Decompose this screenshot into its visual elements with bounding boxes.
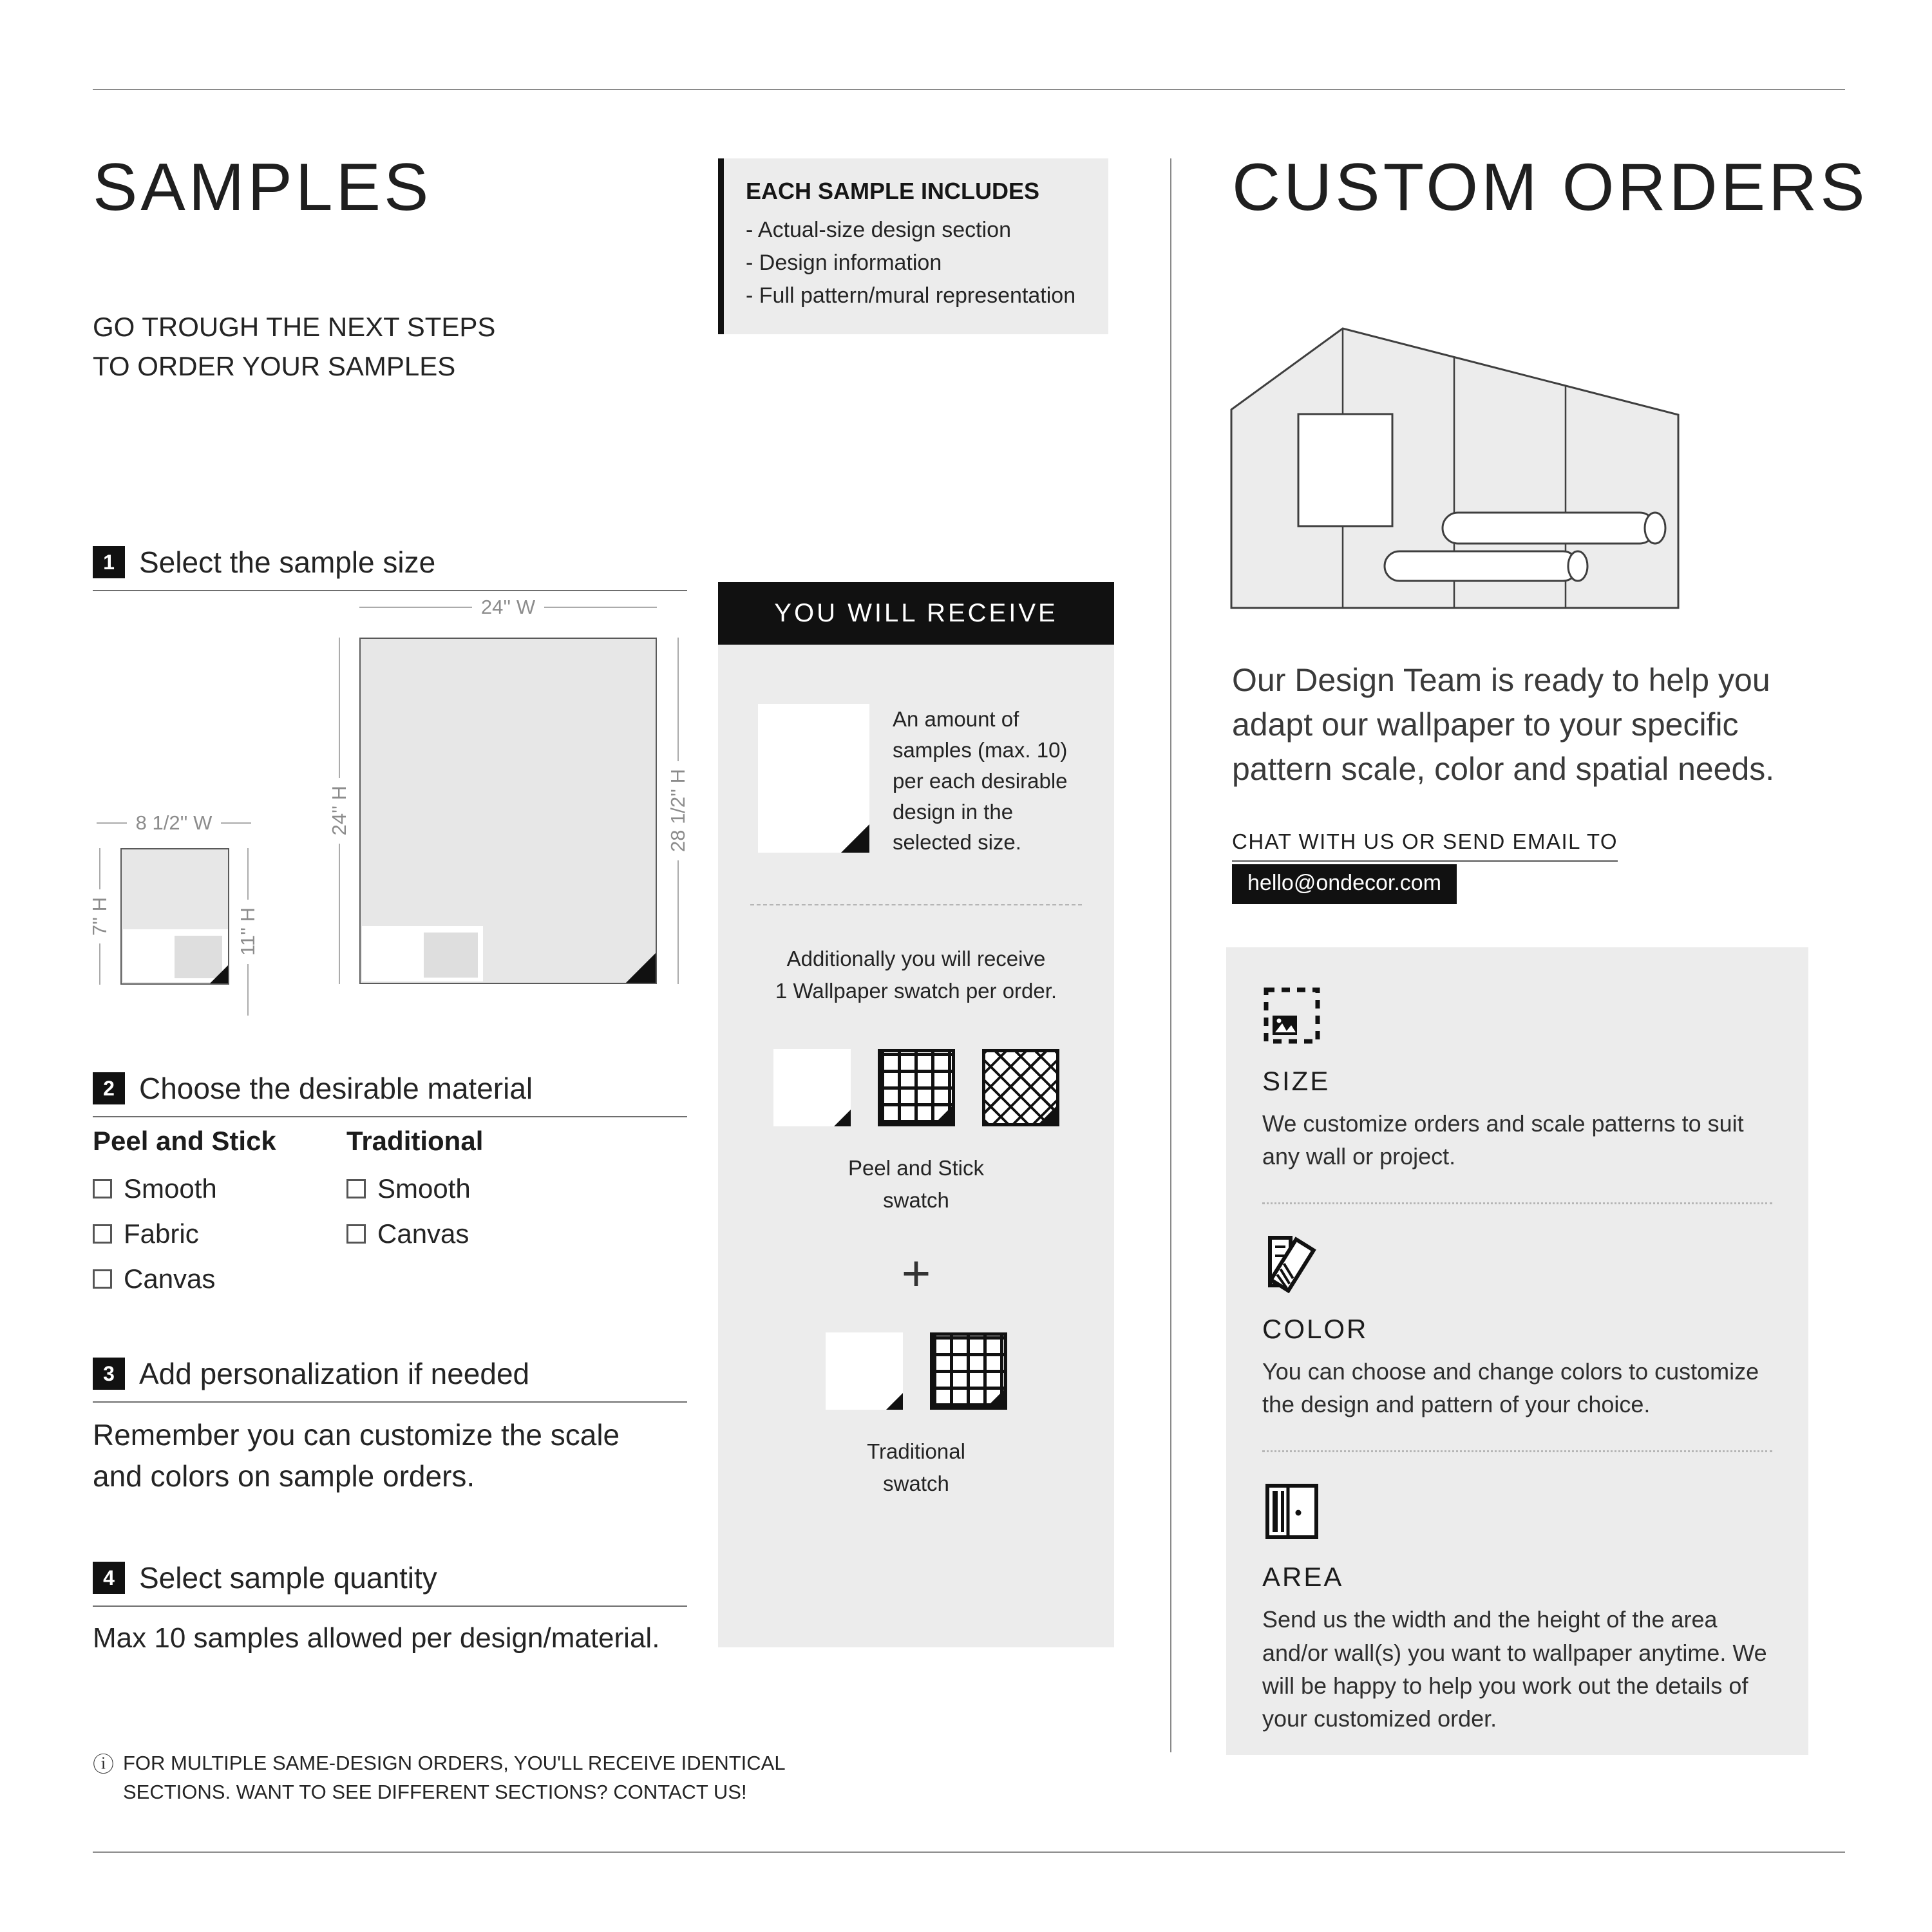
folded-corner-icon <box>1039 1106 1056 1123</box>
feature-area-text: Send us the width and the height of the area and/or wall(s) you want to wallpaper anytime. We will be happy to help you work out the details of your customized order. <box>1262 1606 1767 1732</box>
step2-header <box>93 1071 687 1117</box>
dashed-separator <box>750 904 1082 905</box>
receive-header: YOU WILL RECEIVE <box>718 582 1114 645</box>
includes-item: - Actual-size design section <box>746 218 1011 242</box>
step3-text: Remember you can customize the scale and colors on sample orders. <box>93 1418 620 1493</box>
feature-area-title: AREA <box>1262 1562 1344 1593</box>
includes-item: - Design information <box>746 251 942 275</box>
bottom-divider <box>93 1852 1845 1853</box>
step4-header <box>93 1560 687 1607</box>
crosshatch-swatch-icon <box>982 1049 1059 1126</box>
additional-text-line2: 1 Wallpaper swatch per order. <box>775 978 1057 1003</box>
footnote-text: FOR MULTIPLE SAME-DESIGN ORDERS, YOU'LL RECEIVE IDENTICAL SECTIONS. WANT TO SEE DIFFERENT SECTIONS? CONTACT US! <box>123 1752 785 1803</box>
area-door-icon <box>1262 1482 1772 1541</box>
checkbox-peel-smooth[interactable] <box>93 1179 112 1198</box>
includes-title: EACH SAMPLE INCLUDES <box>746 178 1040 204</box>
folded-corner-icon <box>841 824 869 853</box>
traditional-title: Traditional <box>346 1126 484 1156</box>
grid-swatch-icon <box>930 1332 1007 1410</box>
large-sample-full-height-label: 28 1/2'' H <box>667 769 689 853</box>
traditional-column <box>346 1126 483 1249</box>
small-sample-height-label: 7'' H <box>88 896 111 936</box>
step1-number-badge: 1 <box>93 546 125 578</box>
sample-page-icon <box>758 704 869 853</box>
info-icon: ⓘ <box>93 1752 114 1776</box>
small-sample-full-height-dimension <box>234 848 261 1016</box>
feature-area <box>1262 1482 1772 1734</box>
checkbox-peel-canvas[interactable] <box>93 1269 112 1289</box>
folded-corner-icon <box>935 1106 952 1123</box>
traditional-swatch-label-line1: Traditional <box>867 1439 965 1464</box>
large-sample-full-height-dimension <box>665 638 692 984</box>
peel-swatch-row <box>718 1049 1114 1126</box>
step3-number-badge: 3 <box>93 1358 125 1390</box>
dotted-separator <box>1262 1450 1772 1452</box>
checkbox-peel-fabric[interactable] <box>93 1224 112 1244</box>
chat-label: CHAT WITH US OR SEND EMAIL TO <box>1232 829 1618 862</box>
material-option-row <box>93 1264 276 1294</box>
custom-orders-title: CUSTOM ORDERS <box>1232 150 1868 225</box>
feature-color <box>1262 1234 1772 1421</box>
dotted-separator <box>1262 1202 1772 1204</box>
step3-header <box>93 1356 687 1403</box>
samples-intro <box>93 308 495 386</box>
option-label: Fabric <box>124 1218 199 1249</box>
checkbox-traditional-canvas[interactable] <box>346 1224 366 1244</box>
blank-swatch-icon <box>826 1332 903 1410</box>
step4-text: Max 10 samples allowed per design/material. <box>93 1622 660 1654</box>
sample-size-diagram <box>77 592 728 1056</box>
small-sample-width-dimension <box>97 811 251 835</box>
small-sample-rectangle <box>120 848 229 985</box>
folded-corner-icon <box>210 965 228 983</box>
material-option-row <box>93 1218 276 1249</box>
color-swatches-icon <box>1262 1234 1772 1293</box>
small-sample-full-height-label: 11'' H <box>236 907 259 956</box>
each-sample-includes-box <box>718 158 1108 334</box>
you-will-receive-panel <box>718 582 1114 1647</box>
feature-size-text: We customize orders and scale patterns to suit any wall or project. <box>1262 1110 1744 1170</box>
grid-swatch-icon <box>878 1049 955 1126</box>
feature-color-title: COLOR <box>1262 1314 1368 1345</box>
samples-title: SAMPLES <box>93 150 432 225</box>
step2-label: Choose the desirable material <box>139 1072 533 1105</box>
large-sample-rectangle <box>359 638 657 984</box>
email-link[interactable]: hello@ondecor.com <box>1232 864 1457 904</box>
small-sample-height-dimension-left <box>86 848 113 985</box>
large-sample-height-label: 24'' H <box>328 786 350 836</box>
material-option-row <box>93 1173 276 1204</box>
option-label: Smooth <box>377 1173 471 1204</box>
chat-label-wrap <box>1232 829 1618 862</box>
step3-label: Add personalization if needed <box>139 1357 530 1390</box>
size-crop-icon <box>1262 986 1772 1045</box>
checkbox-traditional-smooth[interactable] <box>346 1179 366 1198</box>
column-divider <box>1170 158 1171 1752</box>
small-sample-width-label: 8 1/2'' W <box>135 811 213 834</box>
traditional-swatch-label-line2: swatch <box>883 1471 949 1495</box>
additional-text-line1: Additionally you will receive <box>786 947 1046 971</box>
feature-size <box>1262 986 1772 1173</box>
folded-corner-icon <box>626 953 656 983</box>
footnote <box>93 1749 885 1807</box>
folded-corner-icon <box>886 1393 903 1410</box>
peel-and-stick-title: Peel and Stick <box>93 1126 276 1156</box>
large-sample-height-dimension-left <box>326 638 353 984</box>
option-label: Canvas <box>124 1264 216 1294</box>
top-divider <box>93 89 1845 90</box>
samples-amount-text: An amount of samples (max. 10) per each desirable design in the selected size. <box>893 707 1068 855</box>
peel-swatch-label <box>718 1152 1114 1216</box>
material-option-row <box>346 1173 483 1204</box>
large-sample-width-dimension <box>359 596 657 619</box>
plus-sign: + <box>901 1245 931 1302</box>
materials-section <box>93 1126 687 1332</box>
custom-features-panel <box>1226 947 1808 1755</box>
step1-label: Select the sample size <box>139 545 436 579</box>
feature-color-text: You can choose and change colors to customize the design and pattern of your choice. <box>1262 1358 1759 1418</box>
folded-corner-icon <box>987 1390 1004 1406</box>
feature-size-title: SIZE <box>1262 1066 1331 1096</box>
large-sample-inset-swatch <box>424 933 478 978</box>
traditional-swatch-row <box>718 1332 1114 1410</box>
option-label: Smooth <box>124 1173 217 1204</box>
peel-swatch-label-line2: swatch <box>883 1188 949 1212</box>
step4-label: Select sample quantity <box>139 1561 437 1595</box>
large-sample-width-label: 24'' W <box>480 596 536 618</box>
samples-intro-line2: TO ORDER YOUR SAMPLES <box>93 350 456 381</box>
traditional-swatch-label <box>718 1435 1114 1499</box>
option-label: Canvas <box>377 1218 469 1249</box>
includes-item: - Full pattern/mural representation <box>746 283 1076 308</box>
peel-swatch-label-line1: Peel and Stick <box>848 1156 984 1180</box>
step2-number-badge: 2 <box>93 1072 125 1104</box>
step1-header <box>93 545 687 591</box>
peel-and-stick-column <box>93 1126 276 1294</box>
additional-text <box>718 943 1114 1007</box>
folded-corner-icon <box>834 1110 851 1126</box>
custom-orders-paragraph: Our Design Team is ready to help you adapt our wallpaper to your specific pattern scale, color and spatial needs. <box>1232 662 1775 787</box>
samples-intro-line1: GO TROUGH THE NEXT STEPS <box>93 312 496 342</box>
wallpaper-room-illustration <box>1230 327 1681 611</box>
step4-number-badge: 4 <box>93 1562 125 1594</box>
email-badge-wrap <box>1232 864 1457 904</box>
blank-swatch-icon <box>773 1049 851 1126</box>
material-option-row <box>346 1218 483 1249</box>
samples-amount-row <box>758 704 1088 858</box>
